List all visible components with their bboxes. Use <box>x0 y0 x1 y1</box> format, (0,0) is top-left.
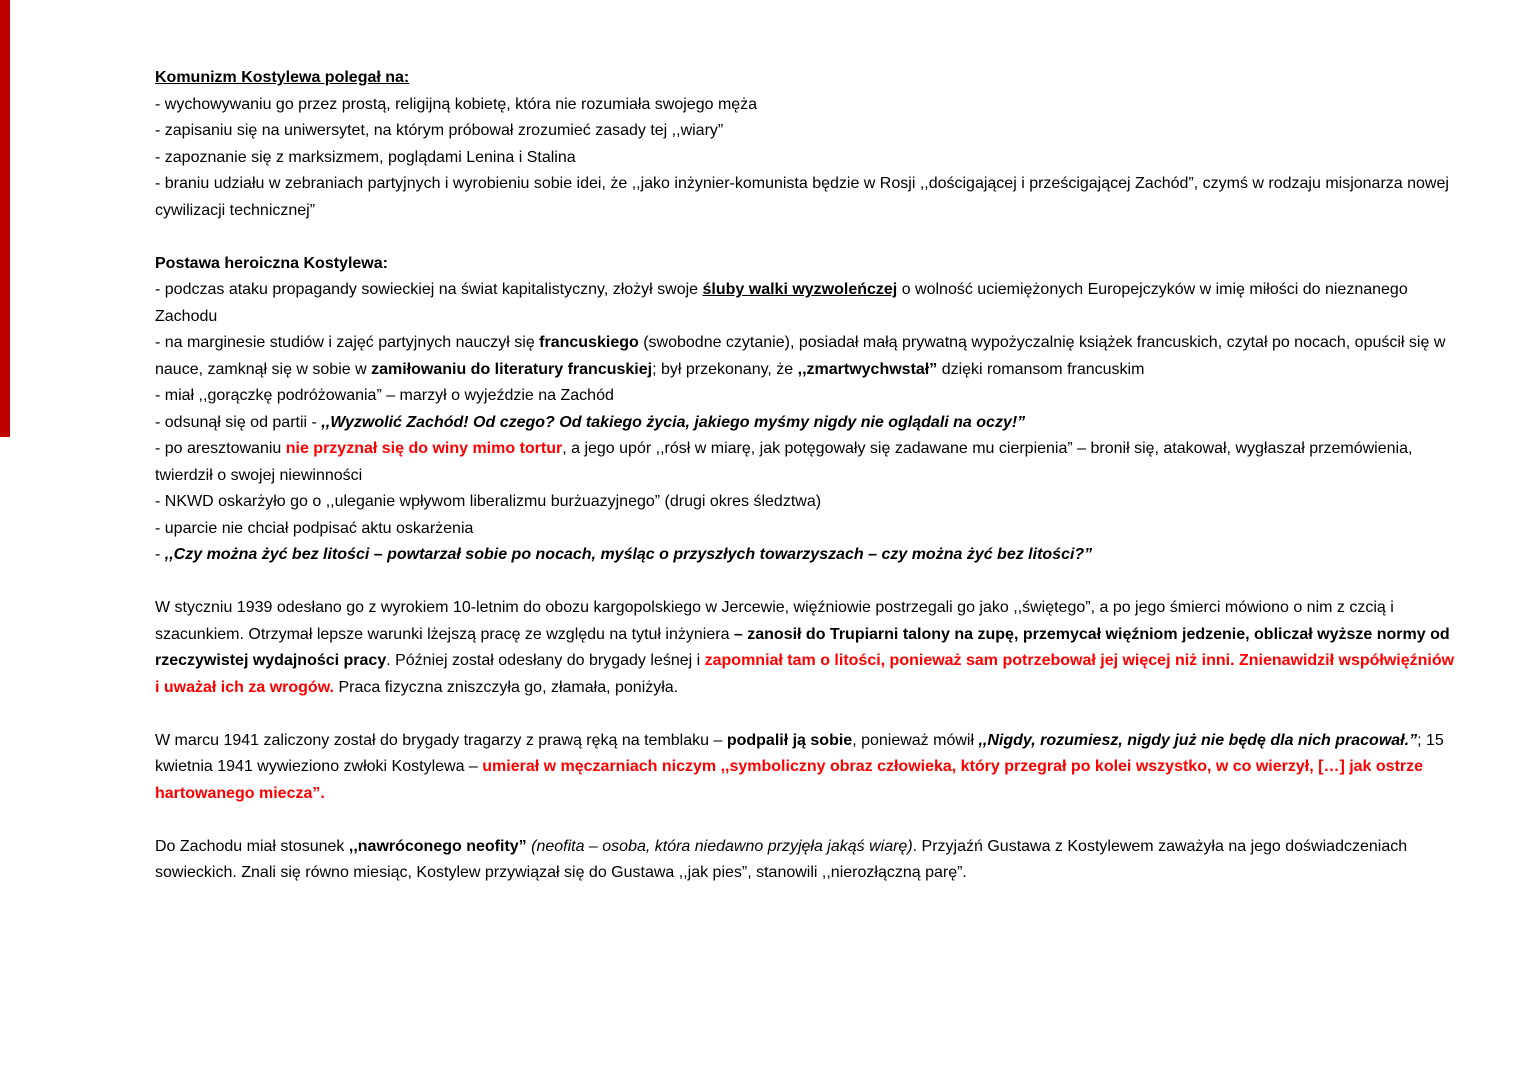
text-run: podpalił ją sobie <box>726 731 853 749</box>
text-run: nie przyznał się do winy mimo tortur <box>285 440 563 457</box>
document-page <box>155 65 1461 887</box>
text-run: , ponieważ mówił <box>852 731 979 749</box>
text-run: - podczas ataku propagandy sowieckiej na świat kapitalistyczny, złożył swoje <box>155 281 703 298</box>
text-run: ; był przekonany, że <box>652 360 798 378</box>
red-margin-bar <box>0 0 10 437</box>
text-run: Komunizm Kostylewa polegał na: <box>155 69 410 86</box>
text-run: - braniu udziału w zebraniach partyjnych i wyrobieniu sobie idei, że ,,jako inżynier-komunista będzie w Rosji ,,dościgającej i prześcigającej Zachód”, czymś w rodzaju misjonarza nowej cywilizacji technicznej” <box>155 175 1449 219</box>
text-run: . Później został odesłany do brygady leśnej i <box>386 652 705 669</box>
text-run: (swobodne czytanie), posiadał małą prywatną wypożyczalnię książek francuskich, czytał po nocach, opuścił się w nauce, zamknął się w sobie w <box>155 334 1446 378</box>
list-line <box>155 145 1461 172</box>
text-run: francuskiego <box>539 334 639 351</box>
text-run: - NKWD oskarżyło go o ,,uleganie wpływom liberalizmu burżuazyjnego” (drugi okres śledztwa) <box>155 493 822 510</box>
list-line <box>155 542 1461 569</box>
text-run: - odsunął się od partii - <box>155 413 322 431</box>
text-run: W marcu 1941 zaliczony został do brygady tragarzy z prawą ręką na temblaku – <box>155 731 727 749</box>
list-line <box>155 410 1461 437</box>
list-line <box>155 489 1461 516</box>
text-run: - zapoznanie się z marksizmem, poglądami Lenina i Stalina <box>155 148 576 166</box>
text-run: o wolność uciemiężonych Europejczyków w imię miłości do nieznanego Zachodu <box>155 281 1408 325</box>
text-run: dzięki romansom francuskim <box>937 360 1145 378</box>
text-run: - po aresztowaniu <box>155 440 286 457</box>
text-run: zapomniał tam o litości, ponieważ sam potrzebował jej więcej niż inni. Znienawidził współwięźniów i uważał ich za wrogów. <box>155 652 1455 696</box>
text-run: śluby walki wyzwoleńczej <box>702 281 898 298</box>
text-run: W styczniu 1939 odesłano go z wyrokiem 10-letnim do obozu kargopolskiego w Jercewie, więźniowie postrzegali go jako ,,świętego”, a po jego śmierci mówiono o nim z czcią i szacunkiem. Otrzymał lepsze warunki lżejszą pracę ze względu na tytuł inżyniera <box>155 599 1394 643</box>
text-run: ,,Wyzwolić Zachód! Od czego? Od takiego życia, jakiego myśmy nigdy nie oglądali na oczy!” <box>321 413 1026 431</box>
document-content <box>155 65 1461 887</box>
list-line <box>155 383 1461 410</box>
text-run: - na marginesie studiów i zajęć partyjnych nauczył się <box>155 334 540 351</box>
text-run: (neofita – osoba, która niedawno przyjęła jakąś wiarę) <box>531 837 913 855</box>
text-run: . Przyjaźń Gustawa z Kostylewem zaważyła na jego doświadczeniach sowieckich. Znali się równo miesiąc, Kostylew przywiązał się do Gustawa ,,jak pies”, stanowili ,,nierozłączną parę”. <box>155 837 1408 881</box>
text-run: ,,nawróconego neofity” <box>348 837 532 855</box>
section-oboz-1939 <box>155 595 1461 701</box>
text-run: zamiłowaniu do literatury francuskiej <box>371 360 653 378</box>
list-line <box>155 330 1461 383</box>
paragraph <box>155 595 1461 701</box>
list-line <box>155 118 1461 145</box>
text-run: ,,zmartwychwstał” <box>797 360 938 378</box>
text-run: – zanosił do Trupiarni talony na zupę, przemycał więźniom jedzenie, obliczał wyższe normy od rzeczywistej wydajności pracy <box>155 625 1450 669</box>
list-line <box>155 92 1461 119</box>
list-line <box>155 436 1461 489</box>
list-line <box>155 277 1461 330</box>
section-stosunek-do-zachodu <box>155 834 1461 887</box>
paragraph <box>155 834 1461 887</box>
text-run: - <box>155 546 165 563</box>
text-run: - wychowywaniu go przez prostą, religijną kobietę, która nie rozumiała swojego męża <box>155 95 758 113</box>
text-run: , a jego upór ,,rósł w miarę, jak potęgowały się zadawane mu cierpienia” – bronił się, atakował, wygłaszał przemówienia, twierdził o swojej niewinności <box>155 440 1413 484</box>
text-run: ; 15 kwietnia 1941 wywieziono zwłoki Kostylewa – <box>155 731 1444 775</box>
section-marzec-1941 <box>155 728 1461 808</box>
text-run: - miał ,,gorączkę podróżowania” – marzył o wyjeździe na Zachód <box>155 387 614 404</box>
text-run: ,,Nigdy, rozumiesz, nigdy już nie będę dla nich pracował.” <box>978 731 1418 749</box>
list-line <box>155 516 1461 543</box>
section-heading <box>155 251 1461 278</box>
section-komunizm <box>155 65 1461 224</box>
section-heading <box>155 65 1461 92</box>
text-run: Praca fizyczna zniszczyła go, złamała, poniżyła. <box>334 678 679 696</box>
text-run: Do Zachodu miał stosunek <box>155 837 349 855</box>
text-run: - uparcie nie chciał podpisać aktu oskarżenia <box>155 519 474 537</box>
text-run: ,,Czy można żyć bez litości – powtarzał sobie po nocach, myśląc o przyszłych towarzyszach – czy można żyć bez litości?” <box>164 546 1093 563</box>
list-line <box>155 171 1461 224</box>
text-run: umierał w męczarniach niczym ,,symboliczny obraz człowieka, który przegrał po kolei wszystko, w co wierzył, […] jak ostrze hartowanego miecza”. <box>155 758 1424 802</box>
text-run: - zapisaniu się na uniwersytet, na którym próbował zrozumieć zasady tej ,,wiary” <box>155 122 724 139</box>
section-postawa-heroiczna <box>155 251 1461 569</box>
text-run: Postawa heroiczna Kostylewa: <box>155 254 388 272</box>
paragraph <box>155 728 1461 808</box>
